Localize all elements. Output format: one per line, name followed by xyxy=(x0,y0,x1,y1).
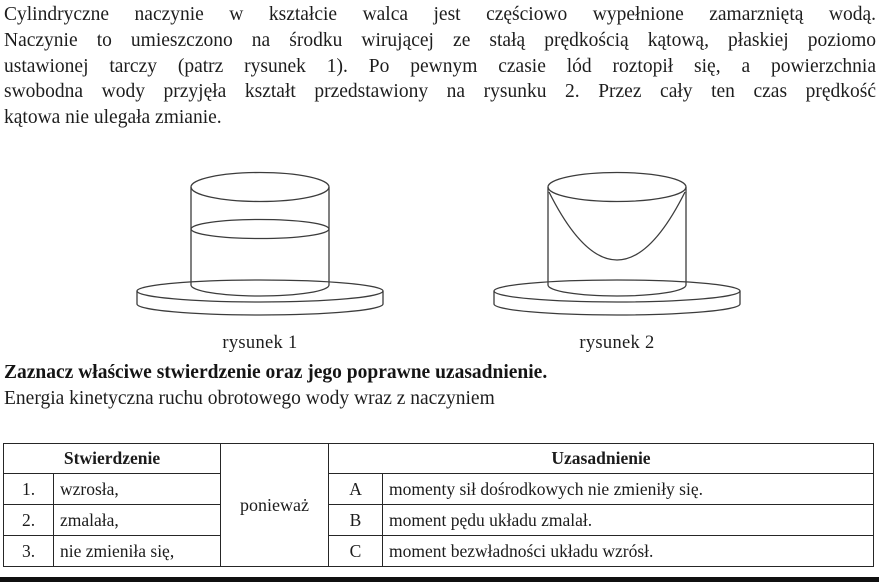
table-row xyxy=(4,536,874,567)
figure1-drawing xyxy=(131,145,389,325)
figure2 xyxy=(488,145,746,354)
statement-number: 2. xyxy=(4,505,54,536)
justification-option: momenty sił dośrodkowych nie zmieniły się. xyxy=(383,474,874,505)
figure1-caption: rysunek 1 xyxy=(222,333,298,353)
statement-number: 3. xyxy=(4,536,54,567)
answer-table xyxy=(3,443,874,567)
problem-text xyxy=(4,2,876,131)
justification-option: moment pędu układu zmalał. xyxy=(383,505,874,536)
problem-text-line: ustawionej tarczy (patrz rysunek 1). Po pewnym czasie lód roztopił się, a powierzchnia xyxy=(4,55,876,77)
table-row xyxy=(4,474,874,505)
problem-text-line: kątowa nie ulegała zmianie. xyxy=(4,107,222,129)
statement-number: 1. xyxy=(4,474,54,505)
justification-letter: B xyxy=(329,505,383,536)
problem-text-line: swobodna wody przyjęła kształt przedstawiony na rysunku 2. Przez cały ten czas prędkość xyxy=(4,81,876,103)
question-subject: Energia kinetyczna ruchu obrotowego wody wraz z naczyniem xyxy=(4,388,495,409)
figure2-drawing xyxy=(488,145,746,325)
justification-header: Uzasadnienie xyxy=(329,444,874,474)
problem-text-line: Cylindryczne naczynie w kształcie walca jest częściowo wypełnione zamarzniętą wodą. xyxy=(4,4,876,25)
statement-option: wzrosła, xyxy=(54,474,221,505)
problem-text-line: Naczynie to umieszczono na środku wirującej ze stałą prędkością kątową, płaskiej poziomo xyxy=(4,29,876,51)
statement-option: nie zmieniła się, xyxy=(54,536,221,567)
flat-water-surface xyxy=(191,220,329,239)
statement-header: Stwierdzenie xyxy=(4,444,221,474)
cutoff-bottom-rule xyxy=(0,577,879,582)
statement-option: zmalała, xyxy=(54,505,221,536)
figure2-caption: rysunek 2 xyxy=(579,333,655,353)
paraboloid-water-surface xyxy=(549,192,685,260)
justification-letter: C xyxy=(329,536,383,567)
table-row xyxy=(4,505,874,536)
justification-option: moment bezwładności układu wzrósł. xyxy=(383,536,874,567)
figure1 xyxy=(131,145,389,354)
connector-cell: ponieważ xyxy=(221,444,329,567)
question-instruction: Zaznacz właściwe stwierdzenie oraz jego poprawne uzasadnienie. xyxy=(4,362,548,383)
justification-letter: A xyxy=(329,474,383,505)
